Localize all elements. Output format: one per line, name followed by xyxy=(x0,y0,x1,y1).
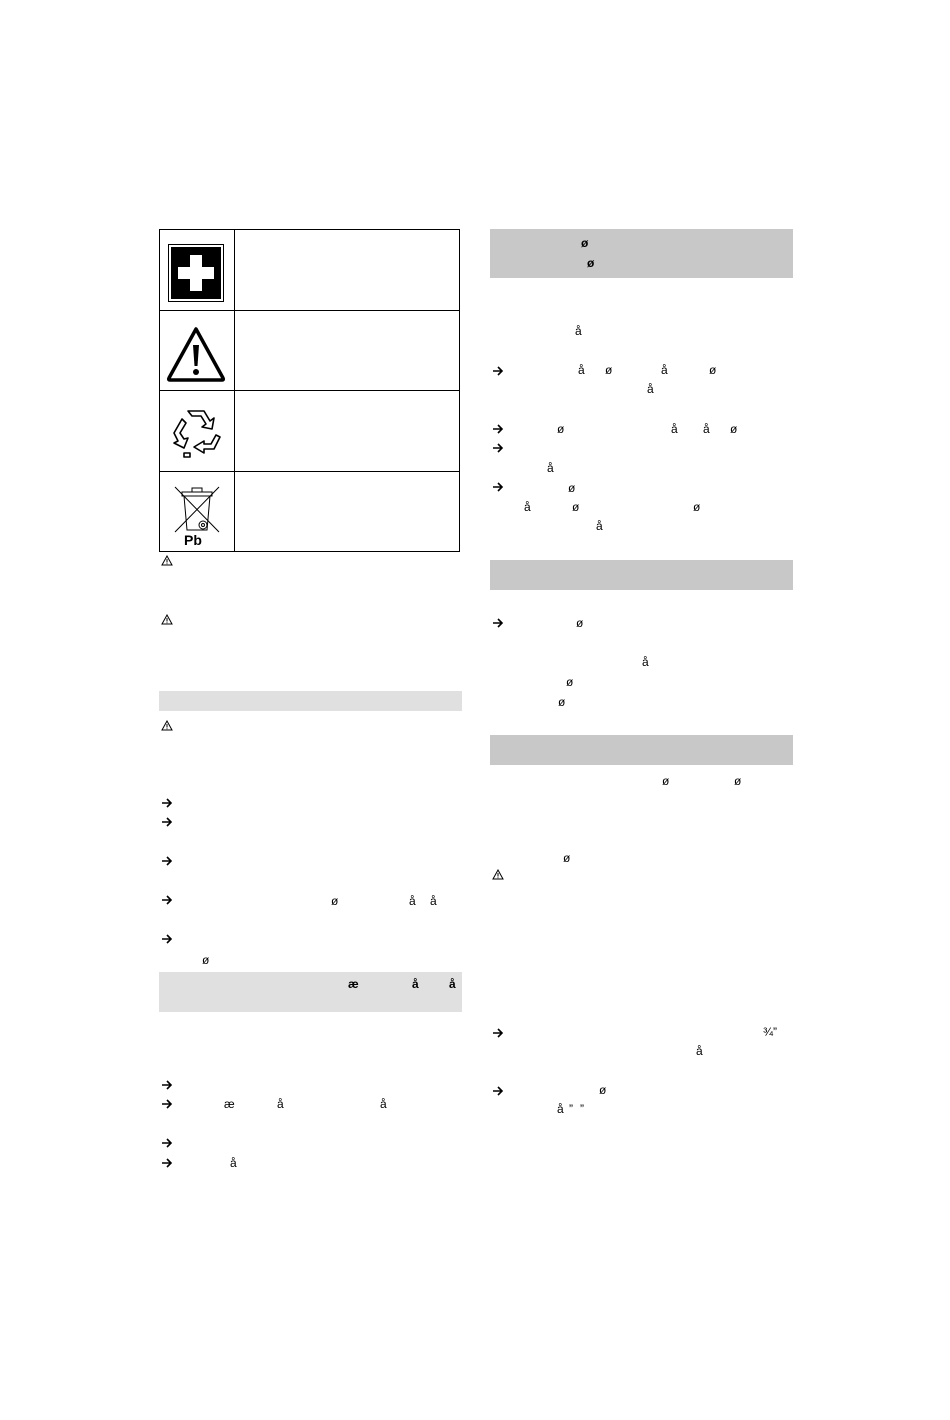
text-fragment: å xyxy=(547,461,554,475)
table-row-divider xyxy=(160,390,459,391)
bullet-arrow-icon xyxy=(161,1080,173,1090)
text-fragment: ” xyxy=(580,1102,584,1116)
bullet-arrow-icon xyxy=(161,895,173,905)
text-fragment: å xyxy=(647,382,654,396)
bullet-arrow-icon xyxy=(161,934,173,944)
bullet-arrow-icon xyxy=(492,1028,504,1038)
section-header-bar xyxy=(159,691,462,711)
bullet-arrow-icon xyxy=(492,482,504,492)
text-fragment: å xyxy=(524,500,531,514)
text-fragment: å xyxy=(557,1102,564,1116)
warning-icon xyxy=(161,614,173,625)
header-text-fragment: ø xyxy=(581,236,589,250)
text-fragment: å xyxy=(575,324,582,338)
text-fragment: å xyxy=(430,894,437,908)
symbol-table xyxy=(159,229,460,552)
header-text-fragment: ø xyxy=(587,256,595,270)
text-fragment: ø xyxy=(202,953,210,967)
text-fragment: å xyxy=(230,1156,237,1170)
bullet-arrow-icon xyxy=(161,856,173,866)
bullet-arrow-icon xyxy=(492,618,504,628)
text-fragment: æ xyxy=(224,1097,235,1111)
bullet-arrow-icon xyxy=(161,798,173,808)
text-fragment: ø xyxy=(734,774,742,788)
text-fragment: å xyxy=(671,422,678,436)
text-fragment: ø xyxy=(730,422,738,436)
bullet-arrow-icon xyxy=(492,1086,504,1096)
warning-icon xyxy=(161,555,173,566)
text-fragment: ø xyxy=(605,363,613,377)
bullet-arrow-icon xyxy=(161,1158,173,1168)
text-fragment: å xyxy=(596,519,603,533)
bullet-arrow-icon xyxy=(161,1099,173,1109)
text-fragment: ø xyxy=(709,363,717,377)
recycling-icon xyxy=(168,405,226,461)
text-fragment: å xyxy=(703,422,710,436)
text-fragment: å xyxy=(661,363,668,377)
text-fragment: ø xyxy=(662,774,670,788)
header-text-fragment: å xyxy=(449,977,456,991)
bullet-arrow-icon xyxy=(492,424,504,434)
bullet-arrow-icon xyxy=(492,443,504,453)
text-fragment: ” xyxy=(569,1102,573,1116)
text-fragment: ¾” xyxy=(763,1025,778,1039)
text-fragment: ø xyxy=(331,894,339,908)
text-fragment: ø xyxy=(566,675,574,689)
section-header-bar xyxy=(490,229,793,278)
bullet-arrow-icon xyxy=(492,366,504,376)
pb-label: Pb xyxy=(184,532,202,548)
bullet-arrow-icon xyxy=(161,817,173,827)
warning-icon xyxy=(161,720,173,731)
text-fragment: ø xyxy=(599,1083,607,1097)
text-fragment: ø xyxy=(576,616,584,630)
section-header-bar xyxy=(490,735,793,765)
text-fragment: å xyxy=(380,1097,387,1111)
warning-triangle-icon xyxy=(166,326,226,382)
warning-icon xyxy=(492,869,504,880)
text-fragment: å xyxy=(696,1044,703,1058)
text-fragment: ø xyxy=(568,481,576,495)
text-fragment: å xyxy=(409,894,416,908)
text-fragment: ø xyxy=(557,422,565,436)
text-fragment: å xyxy=(642,655,649,669)
text-fragment: ø xyxy=(563,851,571,865)
first-aid-cross-icon xyxy=(168,244,224,302)
text-fragment: ø xyxy=(572,500,580,514)
text-fragment: ø xyxy=(558,695,566,709)
bullet-arrow-icon xyxy=(161,1138,173,1148)
header-text-fragment: æ xyxy=(348,977,359,991)
text-fragment: å xyxy=(277,1097,284,1111)
text-fragment: å xyxy=(578,363,585,377)
table-row-divider xyxy=(160,471,459,472)
text-fragment: ø xyxy=(693,500,701,514)
table-row-divider xyxy=(160,310,459,311)
header-text-fragment: å xyxy=(412,977,419,991)
section-header-bar xyxy=(490,560,793,590)
